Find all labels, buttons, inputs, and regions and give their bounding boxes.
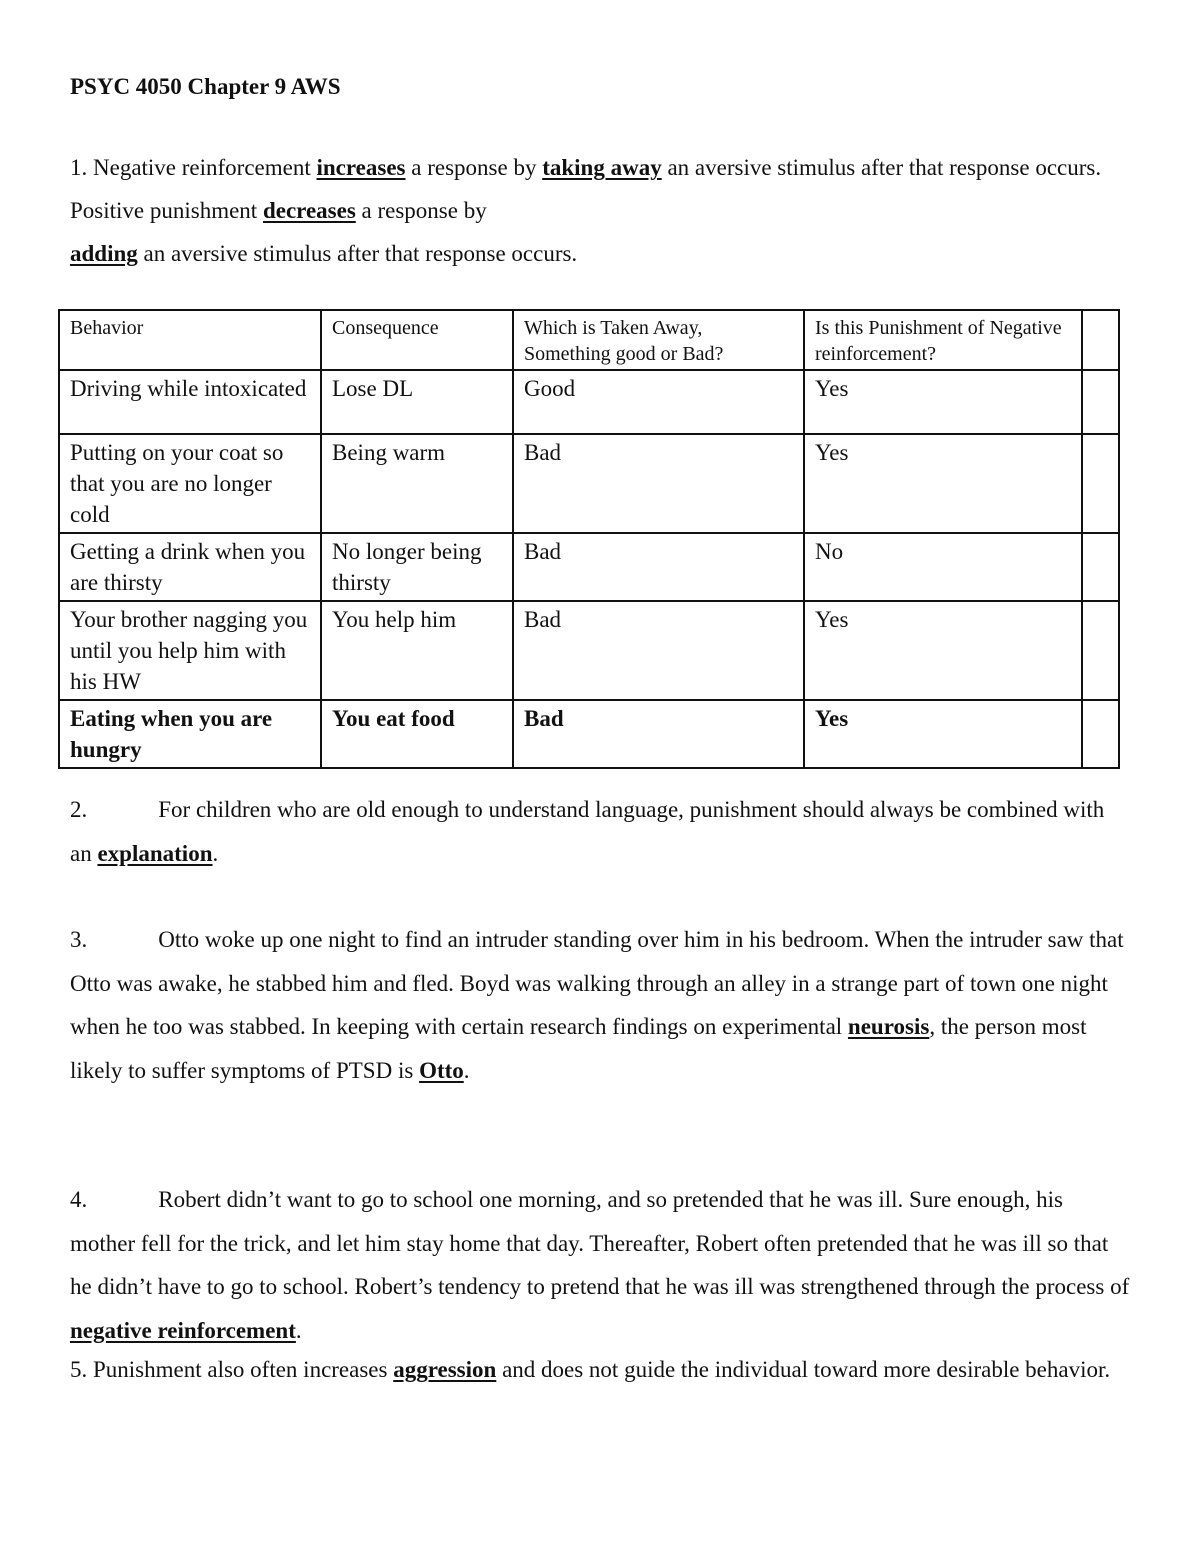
cell-consequence: No longer being thirsty [321, 533, 513, 601]
page-title: PSYC 4050 Chapter 9 AWS [70, 74, 341, 99]
header-punishment-or-reinforcement: Is this Punishment of Negative reinforcement? [804, 310, 1082, 370]
q1-text-5: an aversive stimulus after that response occurs. [137, 241, 578, 266]
cell-behavior: Driving while intoxicated [59, 370, 321, 434]
cell-empty [1082, 370, 1119, 434]
q1-answer-decreases: decreases [262, 198, 356, 223]
q4-number: 4. [70, 1187, 88, 1212]
question-1 [70, 146, 1130, 275]
cell-empty [1082, 434, 1119, 533]
header-behavior: Behavior [59, 310, 321, 370]
header-taken-away: Which is Taken Away, Something good or Bad? [513, 310, 804, 370]
header-empty [1082, 310, 1119, 370]
cell-consequence: Lose DL [321, 370, 513, 434]
q5-answer-aggression: aggression [393, 1357, 497, 1382]
cell-empty [1082, 700, 1119, 768]
q3-text-1: Otto woke up one night to find an intruder standing over him in his bedroom. When the intruder saw that Otto was awake, he stabbed him and fled. Boyd was walking through an alley in a strange part of town one night when he too was stabbed. In keeping with certain research findings on experimental [70, 927, 1124, 1039]
cell-consequence: You help him [321, 601, 513, 700]
question-5 [70, 1355, 1130, 1385]
cell-taken-away: Bad [513, 700, 804, 768]
q2-answer-explanation: explanation [97, 841, 213, 866]
q3-answer-neurosis: neurosis [847, 1014, 930, 1039]
cell-empty [1082, 601, 1119, 700]
q1-text-1: 1. Negative reinforcement [70, 155, 317, 180]
q2-text-2: . [212, 841, 219, 866]
behavior-table-container [58, 309, 1118, 769]
q3-number: 3. [70, 927, 88, 952]
cell-behavior: Putting on your coat so that you are no longer cold [59, 434, 321, 533]
cell-answer: Yes [804, 601, 1082, 700]
cell-answer: Yes [804, 370, 1082, 434]
q4-text-2: . [295, 1317, 302, 1343]
q1-answer-adding: adding [70, 241, 138, 266]
cell-answer: Yes [804, 700, 1082, 768]
question-4 [70, 1178, 1130, 1352]
q5-text-2: and does not guide the individual toward more desirable behavior. [496, 1357, 1111, 1382]
cell-answer: No [804, 533, 1082, 601]
cell-consequence: You eat food [321, 700, 513, 768]
table-row [59, 601, 1119, 700]
q1-answer-increases: increases [316, 155, 406, 180]
cell-consequence: Being warm [321, 434, 513, 533]
q1-answer-taking-away: taking away [542, 155, 662, 180]
q3-text-3: . [463, 1057, 470, 1083]
q5-text-1: 5. Punishment also often increases [70, 1357, 394, 1382]
table-row [59, 700, 1119, 768]
cell-taken-away: Bad [513, 533, 804, 601]
question-3 [70, 918, 1130, 1092]
q1-text-4: a response by [355, 198, 487, 223]
cell-taken-away: Good [513, 370, 804, 434]
table-row [59, 533, 1119, 601]
q2-text-1: For children who are old enough to understand language, punishment should always be combined with an [70, 797, 1105, 866]
table-header-row [59, 310, 1119, 370]
q3-answer-otto: Otto [419, 1057, 464, 1083]
behavior-table [58, 309, 1120, 769]
q3-text-2: , the person most likely to suffer symptoms of PTSD is [70, 1014, 1087, 1083]
q1-text-2: a response by [405, 155, 543, 180]
q4-answer-negative-reinforcement: negative reinforcement [70, 1317, 296, 1343]
cell-behavior: Your brother nagging you until you help him with his HW [59, 601, 321, 700]
q1-text-3: an aversive stimulus after that response occurs. Positive punishment [70, 155, 1102, 223]
cell-behavior: Eating when you are hungry [59, 700, 321, 768]
cell-taken-away: Bad [513, 601, 804, 700]
q2-number: 2. [70, 797, 88, 822]
question-2 [70, 788, 1130, 876]
header-consequence: Consequence [321, 310, 513, 370]
cell-taken-away: Bad [513, 434, 804, 533]
cell-empty [1082, 533, 1119, 601]
cell-behavior: Getting a drink when you are thirsty [59, 533, 321, 601]
table-row [59, 370, 1119, 434]
q4-text-1: Robert didn’t want to go to school one morning, and so pretended that he was ill. Sure enough, his mother fell for the trick, and let him stay home that day. Thereafter, Robert often pretended that he was ill so that he didn’t have to go to school. Robert’s tendency to pretend that he was ill was strengthened through the process of [70, 1187, 1130, 1299]
table-row [59, 434, 1119, 533]
cell-answer: Yes [804, 434, 1082, 533]
